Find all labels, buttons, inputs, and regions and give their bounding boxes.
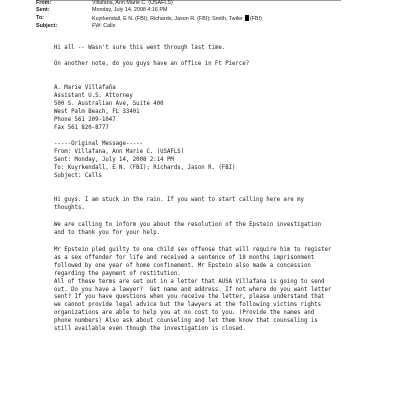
paragraph-line: We are calling to inform you about the resolution of the Epstein investigation [54,222,322,228]
paragraph-line: thoughts. [54,204,85,211]
original-message-header [54,141,235,181]
paragraph-line: still available even though the investigation is closed. [54,326,246,333]
paragraph-line: Hi guys. I am stuck in the rain. If you want to start calling here are my [54,197,304,203]
email-header [36,0,262,31]
paragraph-line: All of these terms are set out in a letter that AUSA Villafana is going to send [54,278,325,285]
header-from-row [36,0,262,7]
header-to-row [36,15,262,23]
header-from-value: Villafana, Ann Marie C. (USAFLS) [92,0,173,6]
paragraph-line: regarding the payment of restitution. [54,270,181,277]
header-label: From: [36,0,52,6]
original-message-line: Subject: Calls [54,172,102,179]
signature-block [54,85,164,132]
header-label: To: [36,14,44,21]
header-label: Subject: [36,23,58,30]
signature-line: A. Marie Villafaña [54,85,116,91]
header-sent-row [36,7,262,14]
header-to-suffix: (FBI) [249,15,262,22]
header-to-recipients: Kuyrkendall, E N. (FBI); Richards, Jason R. (FBI); Smith, Twiler [92,15,243,22]
signature-line: 500 S. Australian Ave, Suite 400 [54,100,164,107]
original-message-line: From: Villafana, Ann Marie C. (USAFLS) [54,148,185,155]
original-message-line: -----Original Message----- [54,141,144,147]
header-sent-value: Monday, July 14, 2008 4:16 PM [92,7,168,14]
header-subject-row [36,23,262,30]
signature-line: West Palm Beach, FL 33401 [54,108,140,115]
paragraph-purpose [54,222,321,238]
signature-line: Assistant U.S. Attorney [54,92,133,99]
paragraph-line: phone numbers) Also ask about counseling and let them know that counseling is [54,318,318,325]
redaction-box [245,15,249,21]
paragraph-line: Mr Epstein pled guilty to one child sex offense that will require him to register [54,247,332,253]
signature-line: Phone 561 209-1047 [54,116,116,123]
paragraph-resolution [54,247,331,334]
original-message-line: To: Kuyrkendall, E N. (FBI); Richards, Jason R. (FBI) [54,164,236,171]
question-line: On another note, do you guys have an office in Ft Pierce? [54,61,250,67]
paragraph-intro [54,197,304,213]
paragraph-line: out. Do you have a lawyer? Get name and address. If not where do you want letter [54,286,332,293]
header-to-value [92,15,262,23]
paragraph-line: and to thank you for your help. [54,229,161,236]
paragraph-line: followed by one year of home confinement. Mr Epstein also made a concession [54,262,311,269]
paragraph-line: as a sex offender for life and received a sentence of 18 months imprisonment [54,254,315,261]
paragraph-line: we cannot provide legal advice but the lawyers at the following victims rights [54,302,322,309]
paragraph-line: organizations are able to help you at no cost to you. (Provide the names and [54,310,315,317]
header-label: Sent: [36,7,50,14]
signature-line: Fax 561 820-8777 [54,124,109,131]
header-subject-value: FW: Calls [92,23,116,30]
paragraph-line: sent? If you have questions when you receive the letter, please understand that [54,294,325,301]
greeting-line: Hi all -- Wasn't sure this went through last time. [54,45,226,51]
original-message-line: Sent: Monday, July 14, 2008 2:14 PM [54,156,174,163]
